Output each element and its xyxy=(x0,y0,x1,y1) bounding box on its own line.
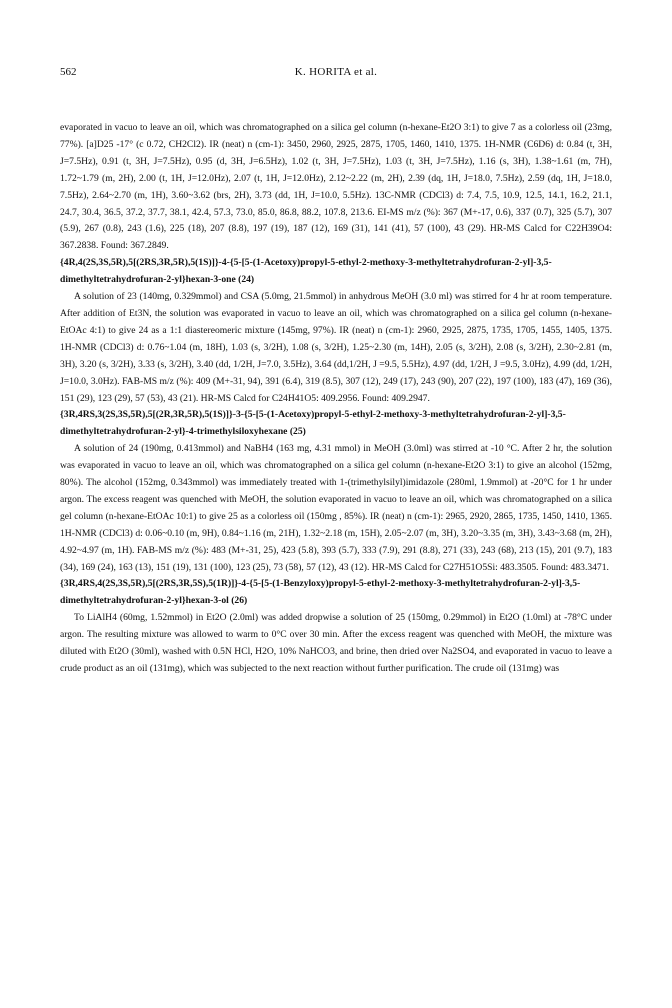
compound-heading: {4R,4(2S,3S,5R),5[(2RS,3R,5R),5(1S)]}-4-{5-[5-(1-Acetoxy)propyl-5-ethyl-2-methoxy-3-methyltetrahydrofuran-2-yl]-3,5-dimethyltetrahydrofuran-2-yl}hexan-3-one (24) xyxy=(60,257,552,286)
procedure-paragraph: A solution of 23 (140mg, 0.329mmol) and CSA (5.0mg, 21.5mmol) in anhydrous MeOH (3.0 ml) was stirred for 4 hr at room temperature. After addition of Et3N, the solution was evaporated in vacuo to leave an oil, which was chromatographed on a silica gel column (n-hexane-EtOAc 4:1) to give 24 as a 1:1 diastereomeric mixture (145mg, 97%). IR (neat) n (cm-1): 2960, 2925, 2875, 1735, 1705, 1455, 1405, 1375. 1H-NMR (CDCl3) d: 0.76~1.04 (m, 18H), 1.03 (s, 3/2H), 1.08 (s, 3/2H), 1.25~2.30 (m, 14H), 2.05 (s, 3/2H), 2.08 (s, 3/2H), 2.30~2.81 (m, 3H), 3.20 (s, 3/2H), 3.33 (s, 3/2H), 3.40 (dd, 1/2H, J=7.0, 3.5Hz), 3.64 (dd,1/2H, J =9.5, 5.5Hz), 4.97 (dd, 1/2H, J =9.5, 3.0Hz), 4.99 (dd, 1/2H, J=10.0, 3.0Hz). FAB-MS m/z (%): 409 (M+-31, 94), 391 (6.4), 319 (8.5), 307 (12), 249 (17), 243 (90), 207 (22), 197 (100), 183 (47), 169 (36), 151 (29), 123 (29), 57 (53), 43 (21). HR-MS Calcd for C24H41O5: 409.2956. Found: 409.2947. xyxy=(60,291,612,404)
procedure-paragraph: A solution of 24 (190mg, 0.413mmol) and NaBH4 (163 mg, 4.31 mmol) in MeOH (3.0ml) was stirred at -10 °C. After 2 hr, the solution was evaporated in vacuo to leave an oil, which was chromatographed on a silica gel column (n-hexane-Et2O 3:1) to give an alcohol (152mg, 80%). The alcohol (152mg, 0.343mmol) was immediately treated with 1-(trimethylsilyl)imidazole (280ml, 1.9mmol) at -20°C for 1 hr under argon. The excess reagent was quenched with MeOH, the solution evaporated in vacuo to leave an oil, which was chromatographed on a silica gel column (n-hexane-EtOAc 10:1) to give 25 as a colorless oil (150mg , 85%). IR (neat) n (cm-1): 2965, 2920, 2865, 1735, 1450, 1410, 1365. 1H-NMR (CDCl3) d: 0.06~0.10 (m, 9H), 0.84~1.16 (m, 21H), 1.32~2.18 (m, 15H), 2.05~2.07 (m, 3H), 3.20~3.35 (m, 3H), 3.43~3.68 (m, 2H), 4.92~4.97 (m, 1H). FAB-MS m/z (%): 483 (M+-31, 25), 423 (5.8), 393 (5.7), 333 (7.9), 291 (8.8), 271 (33), 243 (68), 213 (15), 201 (9.7), 183 (34), 169 (24), 163 (13), 151 (19), 131 (100), 123 (25), 73 (58), 57 (12), 43 (12). HR-MS Calcd for C27H51O5Si: 483.3505. Found: 483.3471. xyxy=(60,443,612,573)
compound-heading: {3R,4RS,4(2S,3S,5R),5[(2RS,3R,5S),5(1R)]}-4-{5-[5-(1-Benzyloxy)propyl-5-ethyl-2-methoxy-3-methyltetrahydrofuran-2-yl]-3,5-dimethyltetrahydrofuran-2-yl}hexan-3-ol (26) xyxy=(60,578,581,607)
page-header xyxy=(60,66,612,82)
compound-heading: {3R,4RS,3(2S,3S,5R),5[(2R,3R,5R),5(1S)]}-3-{5-[5-(1-Acetoxy)propyl-5-ethyl-2-methoxy-3-methyltetrahydrofuran-2-yl]-3,5-dimethyltetrahydrofuran-2-yl}-4-trimethylsiloxyhexane (25) xyxy=(60,409,566,438)
procedure-paragraph: To LiAlH4 (60mg, 1.52mmol) in Et2O (2.0ml) was added dropwise a solution of 25 (150mg, 0.29mmol) in Et2O (1.0ml) at -78°C under argon. The resulting mixture was allowed to warm to 0°C over 30 min. After the excess reagent was quenched with MeOH, the mixture was diluted with Et2O (30ml), washed with 0.5N HCl, H2O, 10% NaHCO3, and brine, then dried over Na2SO4, and evaporated in vacuo to leave a crude product as an oil (131mg), which was subjected to the next reaction without further purification. The crude oil (131mg) was xyxy=(60,612,612,674)
running-head: K. HORITA et al. xyxy=(294,66,378,78)
page-number: 562 xyxy=(60,66,77,78)
article-body xyxy=(60,120,612,678)
body-paragraph: evaporated in vacuo to leave an oil, which was chromatographed on a silica gel column (n-hexane-Et2O 3:1) to give 7 as a colorless oil (23mg, 77%). [a]D25 -17° (c 0.72, CH2Cl2). IR (neat) n (cm-1): 3450, 2960, 2925, 2875, 1705, 1460, 1410, 1375. 1H-NMR (C6D6) d: 0.84 (t, 3H, J=7.5Hz), 0.91 (t, 3H, J=7.5Hz), 0.95 (d, 3H, J=6.5Hz), 1.02 (t, 3H, J=7.5Hz), 1.03 (t, 3H, J=7.5Hz), 1.16 (s, 3H), 1.38~1.61 (m, 7H), 1.72~1.79 (m, 2H), 2.00 (t, 1H, J=12.0Hz), 2.07 (t, 1H, J=12.0Hz), 2.12~2.22 (m, 2H), 2.39 (dq, 1H, J=18.0, 7.5Hz), 2.59 (dq, 1H, J=18.0, 7.5Hz), 2.64~2.70 (m, 1H), 3.60~3.62 (brs, 2H), 3.73 (dd, 1H, J=10.0, 5.5Hz). 13C-NMR (CDCl3) d: 7.4, 7.5, 10.9, 12.5, 14.1, 16.2, 21.1, 24.7, 30.4, 36.5, 37.2, 37.7, 38.1, 42.4, 57.3, 73.0, 85.0, 86.8, 88.2, 107.8, 213.6. EI-MS m/z (%): 367 (M+-17, 0.6), 337 (0.7), 325 (5.7), 307 (5.9), 267 (0.8), 243 (1.6), 225 (18), 207 (8.8), 197 (19), 187 (12), 169 (31), 141 (41), 57 (100), 43 (29). HR-MS Calcd for C22H39O4: 367.2838. Found: 367.2849. xyxy=(60,122,612,252)
